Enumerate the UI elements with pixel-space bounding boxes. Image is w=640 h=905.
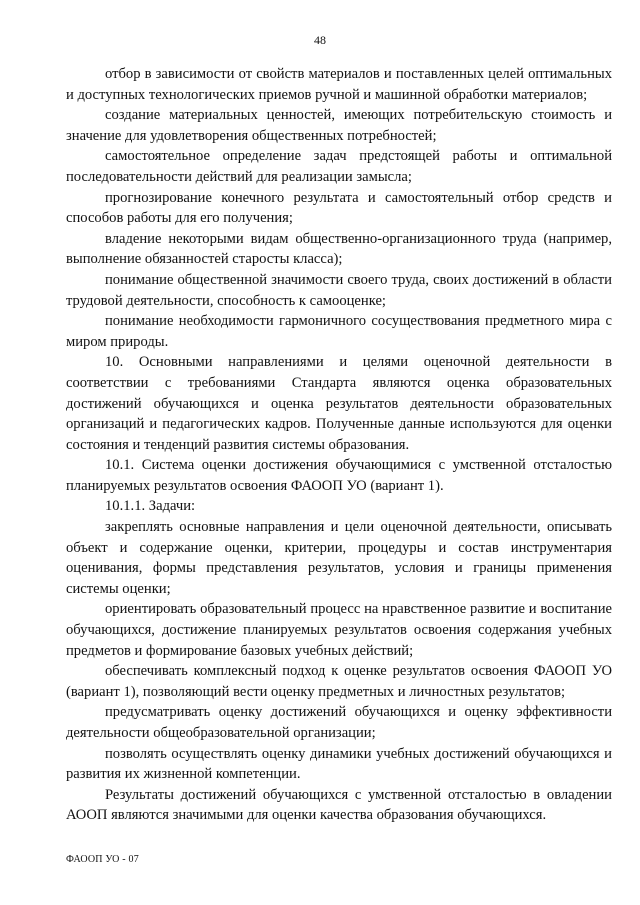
paragraph-task-comprehensive: обеспечивать комплексный подход к оценке результатов освоения ФАООП УО (вариант 1), позволяющий вести оценку предметных и личностных результатов; [66, 663, 612, 700]
paragraph-task-orient: ориентировать образовательный процесс на нравственное развитие и воспитание обучающихся, достижение планируемых результатов освоения содержания учебных предметов и формирование базовых учебных действий; [66, 601, 612, 659]
paragraph-material-selection: отбор в зависимости от свойств материалов и поставленных целей оптимальных и доступных технологических приемов ручной и машинной обработки материалов; [66, 66, 612, 103]
paragraph-creating-values: создание материальных ценностей, имеющих потребительскую стоимость и значение для удовлетворения общественных потребностей; [66, 107, 612, 144]
paragraph-task-consolidate: закреплять основные направления и цели оценочной деятельности, описывать объект и содержание оценки, критерии, процедуры и состав инструментария оценивания, формы представления результатов, условия и границы применения системы оценки; [66, 519, 612, 597]
document-body [66, 64, 612, 826]
paragraph-task-assess-effectiveness: предусматривать оценку достижений обучающихся и оценку эффективности деятельности общеобразовательной организации; [66, 704, 612, 741]
page-number: 48 [314, 33, 326, 47]
paragraph-task-dynamics: позволять осуществлять оценку динамики учебных достижений обучающихся и развития их жизненной компетенции. [66, 745, 612, 783]
page-footer: ФАООП УО - 07 [66, 854, 139, 865]
paragraph-results-significance: Результаты достижений обучающихся с умственной отсталостью в овладении АООП являются значимыми для оценки качества образования обучающихся. [66, 786, 612, 824]
paragraph-section-10-1-1-heading: 10.1.1. Задачи: [105, 498, 196, 515]
paragraph-social-significance: понимание общественной значимости своего труда, своих достижений в области трудовой деятельности, способность к самооценке; [66, 271, 612, 309]
paragraph-result-forecasting: прогнозирование конечного результата и самостоятельный отбор средств и способов работы для его получения; [66, 189, 612, 227]
paragraph-harmony-with-nature: понимание необходимости гармоничного сосуществования предметного мира с миром природы. [66, 313, 612, 350]
paragraph-task-definition: самостоятельное определение задач предстоящей работы и оптимальной последовательности действий для реализации замысла; [66, 148, 612, 185]
paragraph-organizational-labor: владение некоторыми видам общественно-организационного труда (например, выполнение обязанностей старосты класса); [66, 230, 612, 268]
paragraph-section-10: 10. Основными направлениями и целями оценочной деятельности в соответствии с требованиями Стандарта являются оценка образовательных достижений обучающихся и оценка результатов деятельности образовательных организаций и педагогических кадров. Полученные данные используются для оценки состояния и тенденций развития системы образования. [66, 354, 612, 453]
paragraph-section-10-1: 10.1. Система оценки достижения обучающимися с умственной отсталостью планируемых результатов освоения ФАООП УО (вариант 1). [66, 457, 612, 494]
